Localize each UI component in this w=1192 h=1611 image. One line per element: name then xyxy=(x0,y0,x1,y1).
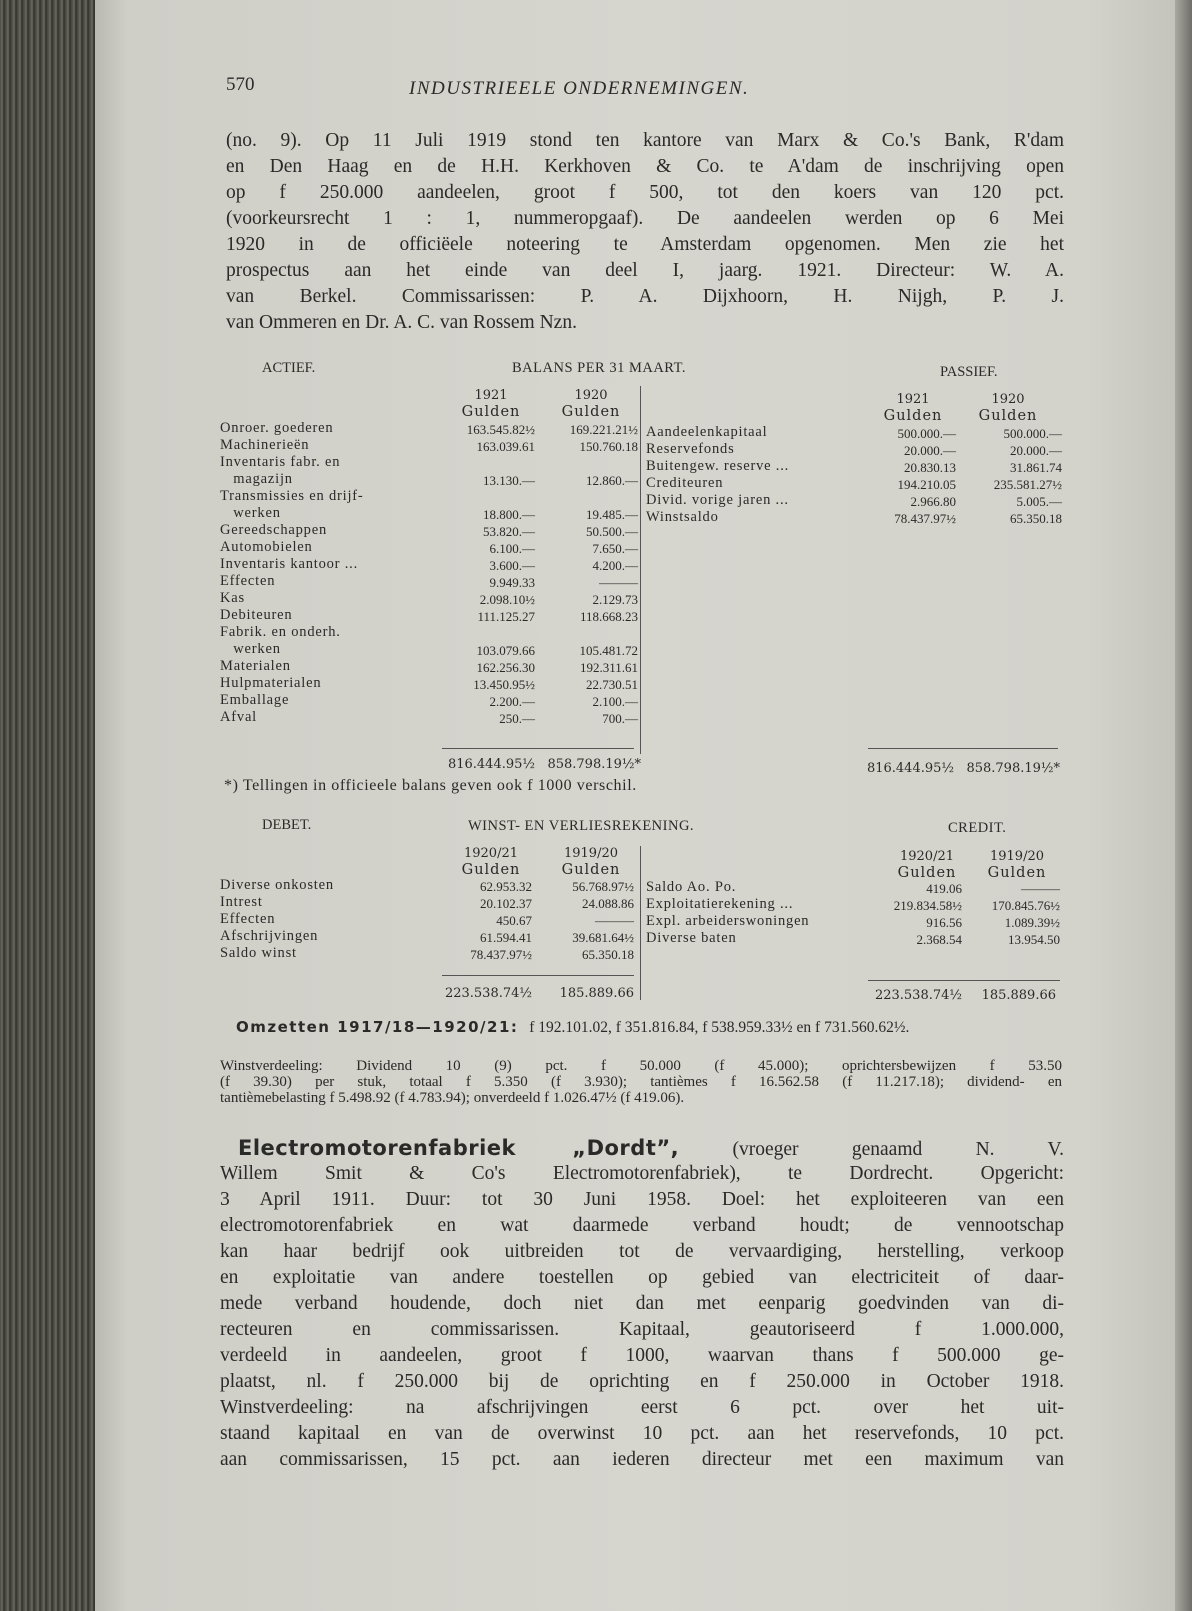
winst-year-a-left: 1920/21 xyxy=(463,846,518,861)
actief-row-value-b: 2.100.— xyxy=(592,694,638,709)
actief-row xyxy=(220,420,640,437)
actief-row-value-a: 3.600.— xyxy=(489,558,535,573)
balans-year-a-left: 1921 xyxy=(474,388,508,403)
actief-row xyxy=(220,624,640,641)
section-first-line-rest: (vroeger genaamd N. V. xyxy=(732,1139,1064,1160)
page-number: 570 xyxy=(226,74,255,95)
credit-row xyxy=(646,913,1066,930)
actief-row xyxy=(220,607,640,624)
winst-total-a-left: 223.538.74½ xyxy=(444,986,532,1001)
winst-left-heading: DEBET. xyxy=(262,817,312,833)
credit-row xyxy=(646,879,1066,896)
actief-row-value-a: 163.039.61 xyxy=(476,439,535,454)
actief-row-value-b: 169.221.21½ xyxy=(569,422,638,437)
debet-row-label: Saldo winst xyxy=(220,945,297,961)
winst-right-heading: CREDIT. xyxy=(948,820,1007,836)
passief-row-label: Winstsaldo xyxy=(646,509,719,525)
omzetten-text: f 192.101.02, f 351.816.84, f 538.959.33½ en f 731.560.62½. xyxy=(529,1019,910,1036)
actief-row-label: Debiteuren xyxy=(220,607,293,623)
balans-title: BALANS PER 31 MAART. xyxy=(512,360,687,376)
passief-row-value-a: 194.210.05 xyxy=(897,477,956,492)
debet-row-value-a: 78.437.97½ xyxy=(470,947,532,962)
omzetten-label: Omzetten 1917/18—1920/21: xyxy=(236,1018,519,1036)
section-line: 3 April 1911. Duur: tot 30 Juni 1958. Doel: het exploiteeren van een xyxy=(220,1189,1064,1210)
intro-paragraph xyxy=(226,128,1064,336)
intro-line: prospectus aan het einde van deel I, jaarg. 1921. Directeur: W. A. xyxy=(226,260,1064,281)
winstverdeeling-line: tantièmebelasting f 5.498.92 (f 4.783.94); onverdeeld f 1.026.47½ (f 419.06). xyxy=(220,1090,685,1106)
book-spine xyxy=(0,0,95,1611)
balans-left-heading: ACTIEF. xyxy=(262,360,316,376)
actief-row-value-a: 13.450.95½ xyxy=(473,677,535,692)
passief-row-value-a: 2.966.80 xyxy=(910,494,956,509)
passief-row-label: Reservefonds xyxy=(646,441,735,457)
actief-row-label: Emballage xyxy=(220,692,290,708)
actief-row-value-b: 4.200.— xyxy=(592,558,638,573)
actief-row-value-a: 111.125.27 xyxy=(477,609,535,624)
debet-row xyxy=(220,911,640,928)
actief-row-value-b: 50.500.— xyxy=(586,524,638,539)
passief-row-label: Buitengew. reserve ... xyxy=(646,458,790,474)
balans-total-b-left: 858.798.19½* xyxy=(547,757,641,772)
winst-unit-a-left: Gulden xyxy=(461,862,521,878)
credit-row-value-a: 219.834.58½ xyxy=(893,898,962,913)
passief-row-label: Crediteuren xyxy=(646,475,724,491)
balans-total-b-right: 858.798.19½* xyxy=(966,761,1060,776)
balans-unit-a-right: Gulden xyxy=(883,408,943,424)
actief-row-value-b: 12.860.— xyxy=(586,473,638,488)
section-line: recteuren en commissarissen. Kapitaal, geautoriseerd f 1.000.000, xyxy=(220,1319,1064,1340)
debet-row-value-b: 39.681.64½ xyxy=(572,930,634,945)
passief-row xyxy=(646,441,1062,458)
passief-row-value-b: 5.005.— xyxy=(1016,494,1062,509)
credit-row-label: Diverse baten xyxy=(646,930,737,946)
credit-row xyxy=(646,930,1066,947)
credit-row-value-b: 1.089.39½ xyxy=(1004,915,1060,930)
balans-total-a-left: 816.444.95½ xyxy=(447,757,535,772)
actief-row xyxy=(220,709,640,726)
actief-row-label: Materialen xyxy=(220,658,291,674)
actief-row-value-b: 19.485.— xyxy=(586,507,638,522)
actief-row-value-a: 2.200.— xyxy=(489,694,535,709)
winst-year-b-left: 1919/20 xyxy=(563,846,618,861)
intro-line: van Berkel. Commissarissen: P. A. Dijxhoorn, H. Nijgh, P. J. xyxy=(226,286,1064,307)
passief-row-value-b: 65.350.18 xyxy=(1010,511,1062,526)
section-line: plaatst, nl. f 250.000 bij de oprichting en f 250.000 in October 1918. xyxy=(220,1371,1064,1392)
balans-year-b-right: 1920 xyxy=(991,392,1025,407)
credit-row-value-a: 419.06 xyxy=(926,881,962,896)
debet-row-value-b: 65.350.18 xyxy=(582,947,634,962)
section-line: kan haar bedrijf ook uitbreiden tot de vervaardiging, herstelling, verkoop xyxy=(220,1241,1064,1262)
actief-row-value-a: 162.256.30 xyxy=(476,660,535,675)
winst-unit-a-right: Gulden xyxy=(897,865,957,881)
passief-row xyxy=(646,492,1062,509)
credit-row-value-a: 916.56 xyxy=(926,915,962,930)
debet-row-label: Afschrijvingen xyxy=(220,928,319,944)
debet-row-value-a: 61.594.41 xyxy=(480,930,532,945)
actief-row-label: Fabrik. en onderh. xyxy=(220,624,341,640)
passief-row xyxy=(646,509,1062,526)
passief-row-value-a: 20.000.— xyxy=(904,443,956,458)
balans-year-a-right: 1921 xyxy=(896,392,930,407)
debet-row xyxy=(220,928,640,945)
debet-table xyxy=(220,877,640,962)
actief-row-value-a: 6.100.— xyxy=(489,541,535,556)
credit-row-label: Saldo Ao. Po. xyxy=(646,879,737,895)
balans-unit-b-right: Gulden xyxy=(978,408,1038,424)
actief-row-value-a: 53.820.— xyxy=(483,524,535,539)
actief-row xyxy=(220,692,640,709)
actief-row-label: Automobielen xyxy=(220,539,313,555)
section-line: electromotorenfabriek en wat daarmede verband houdt; de vennootschap xyxy=(220,1215,1064,1236)
debet-row-value-a: 20.102.37 xyxy=(480,896,532,911)
debet-row xyxy=(220,877,640,894)
actief-row-value-b: 118.668.23 xyxy=(579,609,638,624)
debet-row xyxy=(220,894,640,911)
actief-row xyxy=(220,641,640,658)
section-line: Winstverdeeling: na afschrijvingen eerst 6 pct. over het uit- xyxy=(220,1397,1064,1418)
passief-row-value-b: 20.000.— xyxy=(1010,443,1062,458)
winst-total-rule-right xyxy=(868,980,1060,981)
actief-row-label: Afval xyxy=(220,709,258,725)
actief-row-value-a: 163.545.82½ xyxy=(466,422,535,437)
running-title: INDUSTRIEELE ONDERNEMINGEN. xyxy=(409,78,750,99)
credit-row-value-b: 13.954.50 xyxy=(1008,932,1060,947)
credit-row-value-b: ——— xyxy=(1021,881,1060,896)
actief-table xyxy=(220,420,640,726)
actief-row xyxy=(220,539,640,556)
credit-row xyxy=(646,896,1066,913)
passief-table xyxy=(646,424,1062,526)
actief-row-label: Kas xyxy=(220,590,245,606)
actief-row xyxy=(220,556,640,573)
debet-row-label: Diverse onkosten xyxy=(220,877,334,893)
actief-row-value-b: 700.— xyxy=(602,711,638,726)
intro-line: (no. 9). Op 11 Juli 1919 stond ten kantore van Marx & Co.'s Bank, R'dam xyxy=(226,130,1064,151)
passief-row-value-a: 500.000.— xyxy=(897,426,956,441)
balans-total-rule-right xyxy=(868,748,1058,749)
actief-row xyxy=(220,454,640,471)
balans-right-heading: PASSIEF. xyxy=(940,364,998,380)
actief-row-value-a: 2.098.10½ xyxy=(479,592,535,607)
balans-total-a-right: 816.444.95½ xyxy=(866,761,954,776)
debet-row-value-a: 62.953.32 xyxy=(480,879,532,894)
winst-total-b-right: 185.889.66 xyxy=(981,988,1056,1003)
actief-row-label: magazijn xyxy=(220,471,293,487)
passief-row xyxy=(646,424,1062,441)
actief-row xyxy=(220,505,640,522)
actief-row-value-b: 192.311.61 xyxy=(579,660,638,675)
actief-row-label: Inventaris fabr. en xyxy=(220,454,341,470)
winst-year-a-right: 1920/21 xyxy=(899,849,954,864)
section-line: en exploitatie van andere toestellen op gebied van electriciteit of daar- xyxy=(220,1267,1064,1288)
actief-row-label: Hulpmaterialen xyxy=(220,675,322,691)
actief-row-value-a: 18.800.— xyxy=(483,507,535,522)
passief-row-value-a: 20.830.13 xyxy=(904,460,956,475)
section-first-line xyxy=(238,1135,1064,1161)
actief-row-value-b: 2.129.73 xyxy=(592,592,638,607)
winst-total-b-left: 185.889.66 xyxy=(559,986,634,1001)
actief-row xyxy=(220,488,640,505)
debet-row-label: Effecten xyxy=(220,911,276,927)
intro-line: 1920 in de officiëele noteering te Amsterdam opgenomen. Men zie het xyxy=(226,234,1064,255)
actief-row-label: werken xyxy=(220,505,281,521)
actief-row-value-a: 9.949.33 xyxy=(489,575,535,590)
actief-row xyxy=(220,522,640,539)
credit-row-value-a: 2.368.54 xyxy=(916,932,962,947)
section-lines xyxy=(220,1161,1064,1473)
winst-total-a-right: 223.538.74½ xyxy=(874,988,962,1003)
actief-row xyxy=(220,471,640,488)
credit-row-value-b: 170.845.76½ xyxy=(991,898,1060,913)
debet-row-value-a: 450.67 xyxy=(496,913,532,928)
section-line: staand kapitaal en van de overwinst 10 pct. aan het reservefonds, 10 pct. xyxy=(220,1423,1064,1444)
company-name: Electromotorenfabriek „Dordt”, xyxy=(238,1136,680,1160)
passief-row-label: Divid. vorige jaren ... xyxy=(646,492,789,508)
actief-row-value-a: 13.130.— xyxy=(483,473,535,488)
section-line: aan commissarissen, 15 pct. aan iederen directeur met een maximum van xyxy=(220,1449,1064,1470)
passief-row-value-b: 31.861.74 xyxy=(1010,460,1062,475)
intro-line: (voorkeursrecht 1 : 1, nummeropgaaf). De aandeelen werden op 6 Mei xyxy=(226,208,1064,229)
winstverdeeling-note xyxy=(220,1058,1062,1106)
passief-row xyxy=(646,475,1062,492)
credit-row-label: Expl. arbeiderswoningen xyxy=(646,913,810,929)
winst-total-rule-left xyxy=(442,975,634,976)
balans-year-b-left: 1920 xyxy=(574,388,608,403)
actief-row-value-b: 22.730.51 xyxy=(586,677,638,692)
winst-unit-b-left: Gulden xyxy=(561,862,621,878)
credit-table xyxy=(646,879,1066,947)
debet-row-label: Intrest xyxy=(220,894,263,910)
actief-row-label: Onroer. goederen xyxy=(220,420,334,436)
actief-row xyxy=(220,675,640,692)
page-edge xyxy=(1175,0,1192,1611)
debet-row-value-b: 56.768.97½ xyxy=(572,879,634,894)
balans-footnote: *) Tellingen in officieele balans geven ook f 1000 verschil. xyxy=(224,777,637,794)
intro-line: van Ommeren en Dr. A. C. van Rossem Nzn. xyxy=(226,312,577,333)
section-paragraph xyxy=(238,1135,1064,1161)
balans-unit-a-left: Gulden xyxy=(461,404,521,420)
omzetten-line xyxy=(236,1018,909,1037)
winst-unit-b-right: Gulden xyxy=(987,865,1047,881)
actief-row-value-b: ——— xyxy=(599,575,638,590)
actief-row-label: Gereedschappen xyxy=(220,522,328,538)
winst-year-b-right: 1919/20 xyxy=(989,849,1044,864)
actief-row xyxy=(220,573,640,590)
debet-row-value-b: 24.088.86 xyxy=(582,896,634,911)
winstverdeeling-line: (f 39.30) per stuk, totaal f 5.350 (f 3.930); tantièmes f 16.562.58 (f 11.217.18); dividend- en xyxy=(220,1074,1062,1090)
section-line: mede verband houdende, doch niet dan met eenparig goedvinden van di- xyxy=(220,1293,1064,1314)
debet-row-value-b: ——— xyxy=(595,913,634,928)
actief-row-label: werken xyxy=(220,641,281,657)
balans-divider xyxy=(640,386,641,754)
passief-row xyxy=(646,458,1062,475)
intro-line: en Den Haag en de H.H. Kerkhoven & Co. te A'dam de inschrijving open xyxy=(226,156,1064,177)
section-line: Willem Smit & Co's Electromotorenfabriek), te Dordrecht. Opgericht: xyxy=(220,1163,1064,1184)
actief-row xyxy=(220,437,640,454)
debet-row xyxy=(220,945,640,962)
winstverdeeling-line: Winstverdeeling: Dividend 10 (9) pct. f 50.000 (f 45.000); oprichtersbewijzen f 53.50 xyxy=(220,1058,1062,1074)
passief-row-value-b: 500.000.— xyxy=(1003,426,1062,441)
actief-row xyxy=(220,590,640,607)
actief-row-label: Machinerieën xyxy=(220,437,310,453)
passief-row-value-b: 235.581.27½ xyxy=(993,477,1062,492)
actief-row xyxy=(220,658,640,675)
passief-row-label: Aandeelenkapitaal xyxy=(646,424,768,440)
section-line: verdeeld in aandeelen, groot f 1000, waarvan thans f 500.000 ge- xyxy=(220,1345,1064,1366)
credit-row-label: Exploitatierekening ... xyxy=(646,896,794,912)
balans-total-rule-left xyxy=(442,748,634,749)
actief-row-label: Effecten xyxy=(220,573,276,589)
actief-row-value-b: 150.760.18 xyxy=(579,439,638,454)
winst-title: WINST- EN VERLIESREKENING. xyxy=(468,818,695,834)
intro-line: op f 250.000 aandeelen, groot f 500, tot den koers van 120 pct. xyxy=(226,182,1064,203)
actief-row-value-a: 250.— xyxy=(499,711,535,726)
actief-row-value-a: 103.079.66 xyxy=(476,643,535,658)
winst-divider xyxy=(640,846,641,1000)
actief-row-label: Transmissies en drijf- xyxy=(220,488,364,504)
balans-unit-b-left: Gulden xyxy=(561,404,621,420)
actief-row-label: Inventaris kantoor ... xyxy=(220,556,358,572)
actief-row-value-b: 105.481.72 xyxy=(579,643,638,658)
passief-row-value-a: 78.437.97½ xyxy=(894,511,956,526)
actief-row-value-b: 7.650.— xyxy=(592,541,638,556)
